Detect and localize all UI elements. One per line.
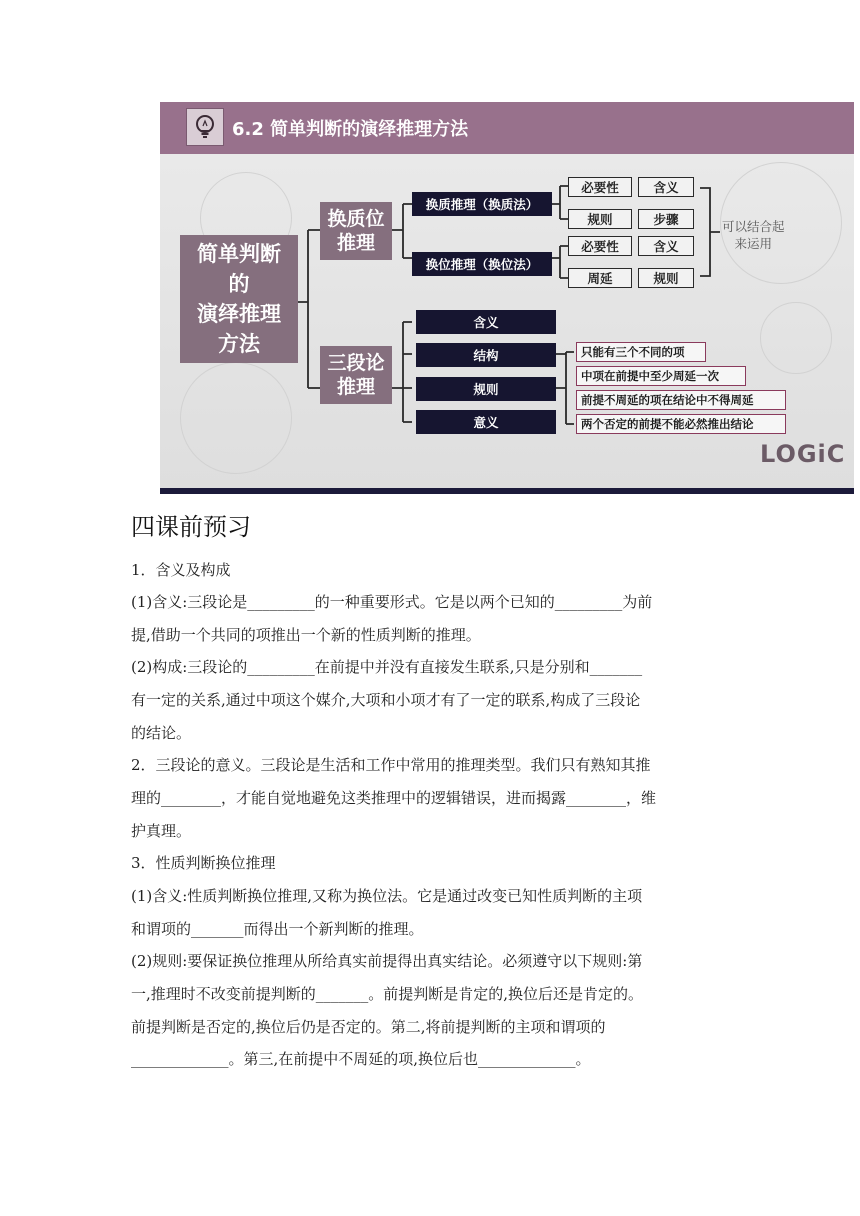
- branch-line: 换质位: [327, 208, 385, 230]
- paragraph-line: 3．性质判断换位推理: [131, 854, 276, 872]
- paragraph-line: 的结论。: [131, 724, 192, 742]
- syllogism-item: 结构: [416, 343, 556, 367]
- paragraph-line: (2)规则:要保证换位推理从所给真实前提得出真实结论。必须遵守以下规则:第: [131, 952, 643, 970]
- method-obversion: 换质推理（换质法）: [412, 192, 552, 216]
- figure-title: 6.2 简单判断的演绎推理方法: [232, 119, 469, 140]
- root-line: 方法: [218, 332, 260, 356]
- rule-box: 前提不周延的项在结论中不得周延: [576, 390, 786, 410]
- note-line: 可以结合起: [722, 219, 785, 234]
- item-box: 必要性: [568, 236, 632, 256]
- paragraph-line: 有一定的关系,通过中项这个媒介,大项和小项才有了一定的联系,构成了三段论: [131, 691, 641, 709]
- combine-note: [722, 218, 785, 252]
- item-box: 规则: [568, 209, 632, 229]
- branch-line: 推理: [336, 376, 375, 398]
- mind-map-figure: [160, 102, 854, 494]
- rule-box: 两个否定的前提不能必然推出结论: [576, 414, 786, 434]
- paragraph-line: 2．三段论的意义。三段论是生活和工作中常用的推理类型。我们只有熟知其推: [131, 756, 651, 774]
- rule-box: 只能有三个不同的项: [576, 342, 706, 362]
- item-box: 规则: [638, 268, 694, 288]
- root-line: 简单判断: [197, 242, 281, 266]
- item-box: 步骤: [638, 209, 694, 229]
- item-box: 含义: [638, 236, 694, 256]
- syllogism-item: 含义: [416, 310, 556, 334]
- logic-logo: LOGiC: [760, 440, 846, 468]
- paragraph-line: 提,借助一个共同的项推出一个新的性质判断的推理。: [131, 626, 481, 644]
- paragraph-line: (2)构成:三段论的_________在前提中并没有直接发生联系,只是分别和_______: [131, 658, 643, 676]
- branch-line: 推理: [336, 232, 375, 254]
- paragraph-line: 1．含义及构成: [131, 561, 231, 579]
- paragraph-line: 护真理。: [131, 822, 192, 840]
- paragraph-line: 一,推理时不改变前提判断的_______。前提判断是肯定的,换位后还是肯定的。: [131, 985, 644, 1003]
- root-line: 演绎推理: [197, 302, 281, 326]
- paragraph-line: 前提判断是否定的,换位后仍是否定的。第二,将前提判断的主项和谓项的: [131, 1018, 606, 1036]
- paragraph-line: (1)含义:三段论是_________的一种重要形式。它是以两个已知的_________为前: [131, 593, 653, 611]
- root-line: 的: [228, 272, 250, 296]
- section-heading: 四课前预习: [131, 513, 251, 541]
- branch-node-syllogism: [320, 346, 392, 404]
- item-box: 含义: [638, 177, 694, 197]
- syllogism-item: 意义: [416, 410, 556, 434]
- paragraph-line: (1)含义:性质判断换位推理,又称为换位法。它是通过改变已知性质判断的主项: [131, 887, 643, 905]
- branch-node-obversion-conversion: [320, 202, 392, 260]
- paragraph-line: _____________。第三,在前提中不周延的项,换位后也_____________。: [131, 1050, 591, 1068]
- branch-line: 三段论: [327, 352, 385, 374]
- syllogism-item: 规则: [416, 377, 556, 401]
- item-box: 必要性: [568, 177, 632, 197]
- item-box: 周延: [568, 268, 632, 288]
- paragraph-line: 和谓项的_______而得出一个新判断的推理。: [131, 920, 424, 938]
- rule-box: 中项在前提中至少周延一次: [576, 366, 746, 386]
- figure-bottom-bar: [160, 488, 854, 494]
- method-conversion: 换位推理（换位法）: [412, 252, 552, 276]
- paragraph-line: 理的________，才能自觉地避免这类推理中的逻辑错误，进而揭露________，维: [131, 789, 657, 807]
- root-node: [180, 235, 298, 363]
- note-line: 来运用: [734, 236, 773, 251]
